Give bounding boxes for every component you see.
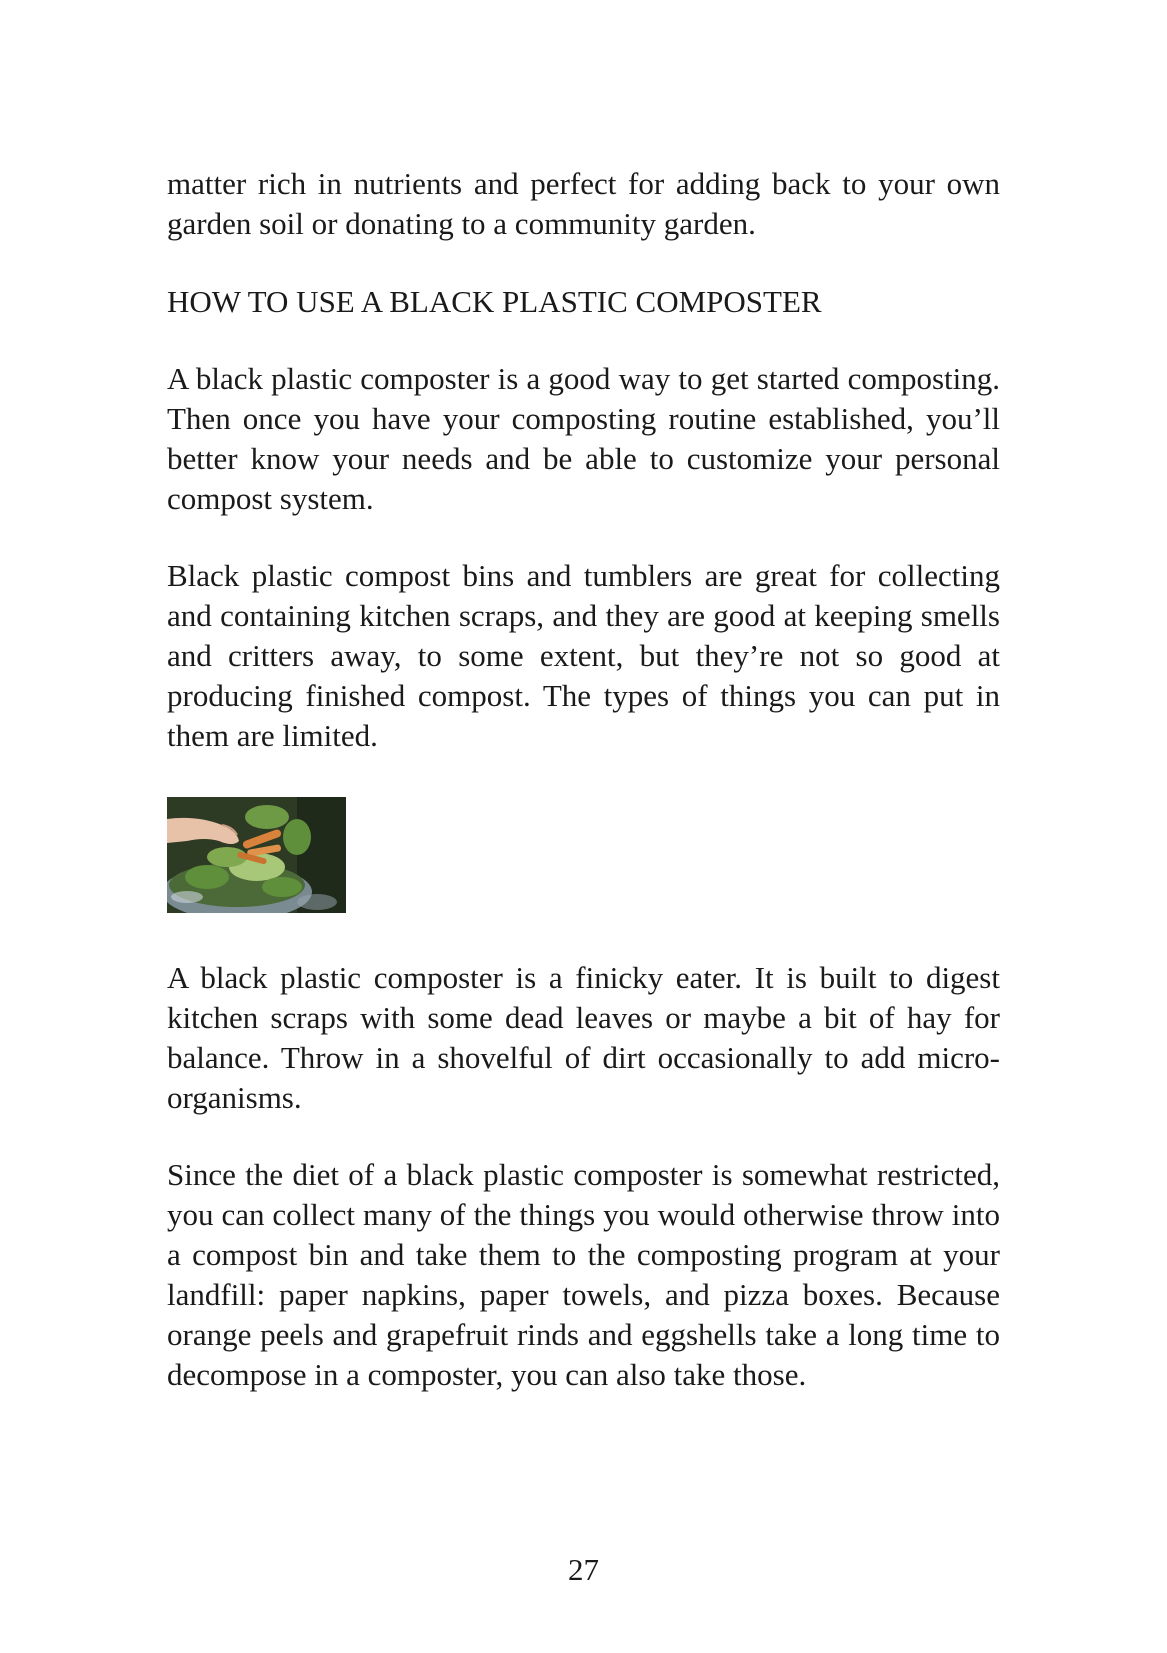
- page-number: 27: [568, 1552, 599, 1587]
- paragraph-2: Black plastic compost bins and tumblers are great for collecting and containing kitchen scraps, and they are good at keeping smells and critters away, to some extent, but they’re not so good at producing finished compost. The types of things you can put in them are limited.: [167, 558, 1000, 753]
- paragraph-3: A black plastic composter is a finicky eater. It is built to digest kitchen scraps with some dead leaves or maybe a bit of hay for balance. Throw in a shovelful of dirt occasionally to add micro-organisms.: [167, 960, 1000, 1115]
- paragraph-4: Since the diet of a black plastic composter is somewhat restricted, you can collect many of the things you would otherwise throw into a compost bin and take them to the composting program at your landfill: paper napkins, paper towels, and pizza boxes. Because orange peels and grapefruit rinds and eggshells take a long time to decompose in a composter, you can also take those.: [167, 1157, 1000, 1392]
- section-heading: HOW TO USE A BLACK PLASTIC COMPOSTER: [167, 284, 822, 319]
- intro-paragraph: matter rich in nutrients and perfect for adding back to your own garden soil or donating to a community garden.: [167, 166, 1000, 241]
- kitchen-scraps-photo: [167, 797, 346, 913]
- paragraph-1: A black plastic composter is a good way to get started composting. Then once you have your composting routine established, you’ll better know your needs and be able to customize your personal compost system.: [167, 361, 1000, 516]
